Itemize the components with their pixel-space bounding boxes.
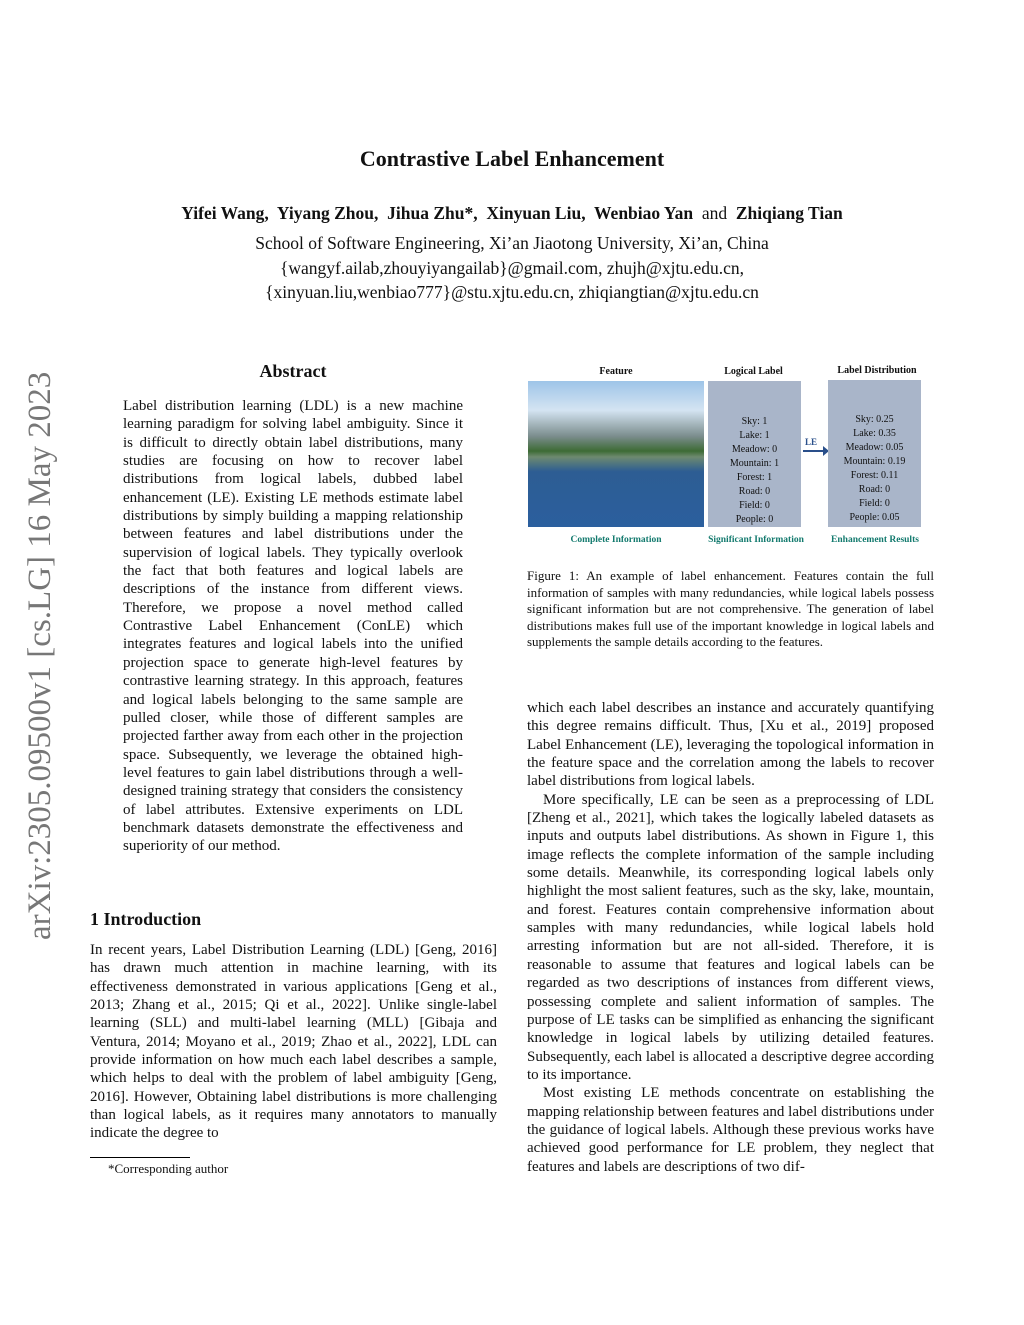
label-value: Mountain: 0.19	[843, 456, 906, 467]
footnote-rule	[90, 1157, 190, 1158]
affiliation: School of Software Engineering, Xi’an Jiaotong University, Xi’an, China	[255, 233, 769, 253]
introduction-heading: 1 Introduction	[90, 909, 202, 929]
author: Yiyang Zhou	[276, 203, 375, 223]
label-value: People: 0	[735, 514, 774, 525]
arxiv-stamp: arXiv:2305.09500v1 [cs.LG] 16 May 2023	[22, 371, 58, 940]
label-value: Meadow: 0.05	[845, 442, 904, 453]
label-value: Lake: 1	[739, 430, 770, 441]
email-line: {wangyf.ailab,zhouyiyangailab}@gmail.com, zhujh@xjtu.edu.cn,	[279, 258, 745, 278]
paper-title: Contrastive Label Enhancement	[359, 146, 665, 171]
author: Yifei Wang	[181, 203, 265, 223]
logical-label-header: Logical Label	[724, 366, 783, 377]
abstract-text	[123, 397, 463, 856]
caption-complete: Complete Information	[570, 535, 662, 545]
label-value: Lake: 0.35	[853, 428, 896, 439]
figure-caption: Figure 1: An example of label enhancement. Features contain the full information of samples with many redundancies, while logical labels possess significant information but are not comprehensive. The generation of label distributions makes full use of the important knowledge in logical labels and supplements the sample details according to the features.	[527, 568, 934, 650]
figure-1	[527, 364, 935, 550]
logical-label-box	[708, 381, 801, 527]
author-list: Yifei Wang, Yiyang Zhou, Jihua Zhu*, Xinyuan Liu, Wenbiao Yan and Zhiqiang Tian	[181, 203, 843, 223]
caption-enhancement: Enhancement Results	[831, 535, 919, 545]
label-value: Field: 0	[739, 500, 770, 511]
label-distribution-header: Label Distribution	[837, 365, 917, 376]
right-column-text	[527, 699, 934, 1176]
label-value: Sky: 1	[741, 416, 768, 427]
author: Wenbiao Yan	[594, 203, 694, 223]
landscape-image	[528, 381, 704, 527]
label-value: Forest: 0.11	[850, 470, 899, 481]
author: Zhiqiang Tian	[735, 203, 843, 223]
arrow-icon	[803, 450, 825, 452]
label-value: Mountain: 1	[729, 458, 780, 469]
and-word: and	[701, 203, 728, 223]
le-arrow-label: LE	[805, 437, 818, 447]
footnote: *Corresponding author	[108, 1161, 229, 1176]
abstract-paragraph: Label distribution learning (LDL) is a new machine learning paradigm for solving label ambiguity. Since it is difficult to directly obtain label distributions, many studies are focusing on how to recover label distributions from logical labels, dubbed label enhancement (LE). Existing LE methods estimate label distributions by simply building a mapping relationship between features and label distributions under the supervision of logical labels. They typically overlook the fact that both features and logical labels are descriptions of the instance from different views. Therefore, we propose a novel method called Contrastive Label Enhancement (ConLE) which integrates features and logical labels into the unified projection space to generate high-level features by contrastive learning strategy. In this approach, features and logical labels belonging to the same sample are pulled closer, while those of different samples are projected farther away from each other in the projection space. Subsequently, we leverage the obtained high-level features to gain label distributions through a well-designed training strategy that considers the consistency of label attributes. Extensive experiments on LDL benchmark datasets demonstrate the effectiveness and superiority of our method.	[123, 398, 463, 855]
abstract-heading: Abstract	[259, 361, 327, 381]
label-value: Field: 0	[859, 498, 890, 509]
paragraph: More specifically, LE can be seen as a preprocessing of LDL [Zheng et al., 2021], which takes the logically labeled datasets as inputs and outputs label distributions. As shown in Figure 1, this image reflects the complete information of the sample including some details. Meanwhile, its corresponding logical labels only highlight the most salient features, such as the sky, lake, mountain, and forest. Features contain comprehensive information about samples with many redundancies, while logical labels hold arresting information but are not all-sided. Therefore, it is reasonable to assume that features and logical labels can be regarded as two descriptions of instances from different views, possessing complete and salient information of samples. The purpose of LE tasks can be simplified as enhancing the significant knowledge in logical labels by utilizing detailed features. Subsequently, each label is allocated a descriptive degree according to its importance.	[527, 791, 934, 1083]
intro-text	[90, 941, 497, 1143]
paragraph: Most existing LE methods concentrate on establishing the mapping relationship between features and label distributions under the guidance of logical labels. Although these previous works have achieved good performance for LE problem, they neglect that features and labels are descriptions of two dif-	[527, 1085, 934, 1175]
caption-significant: Significant Information	[708, 535, 804, 545]
intro-paragraph: In recent years, Label Distribution Learning (LDL) [Geng, 2016] has drawn much attention in machine learning, with its effectiveness demonstrated in various applications [Geng et al., 2013; Zhang et al., 2015; Qi et al., 2022]. Unlike single-label learning (SLL) and multi-label learning (MLL) [Gibaja and Ventura, 2014; Moyano et al., 2019; Zhao et al., 2022], LDL can provide information on how much each label describes a sample, which helps to deal with the problem of label ambiguity [Geng, 2016]. However, Obtaining label distributions is more challenging than logical labels, as it requires many annotators to manually indicate the degree to	[90, 942, 497, 1142]
label-distribution-box	[828, 380, 921, 527]
label-value: Road: 0	[738, 486, 771, 497]
author: Jihua Zhu*	[387, 203, 474, 223]
label-value: Forest: 1	[736, 472, 773, 483]
email-line: {xinyuan.liu,wenbiao777}@stu.xjtu.edu.cn, zhiqiangtian@xjtu.edu.cn	[265, 282, 759, 302]
feature-header: Feature	[599, 366, 633, 377]
label-value: Road: 0	[858, 484, 891, 495]
author: Xinyuan Liu	[486, 203, 582, 223]
paragraph: which each label describes an instance and accurately quantifying this degree remains difficult. Thus, [Xu et al., 2019] proposed Label Enhancement (LE), leveraging the topological information in the feature space and the correlation among the labels to recover label distributions from logical labels.	[527, 700, 934, 790]
label-value: Meadow: 0	[731, 444, 778, 455]
label-value: Sky: 0.25	[855, 414, 894, 425]
label-value: People: 0.05	[849, 512, 900, 523]
